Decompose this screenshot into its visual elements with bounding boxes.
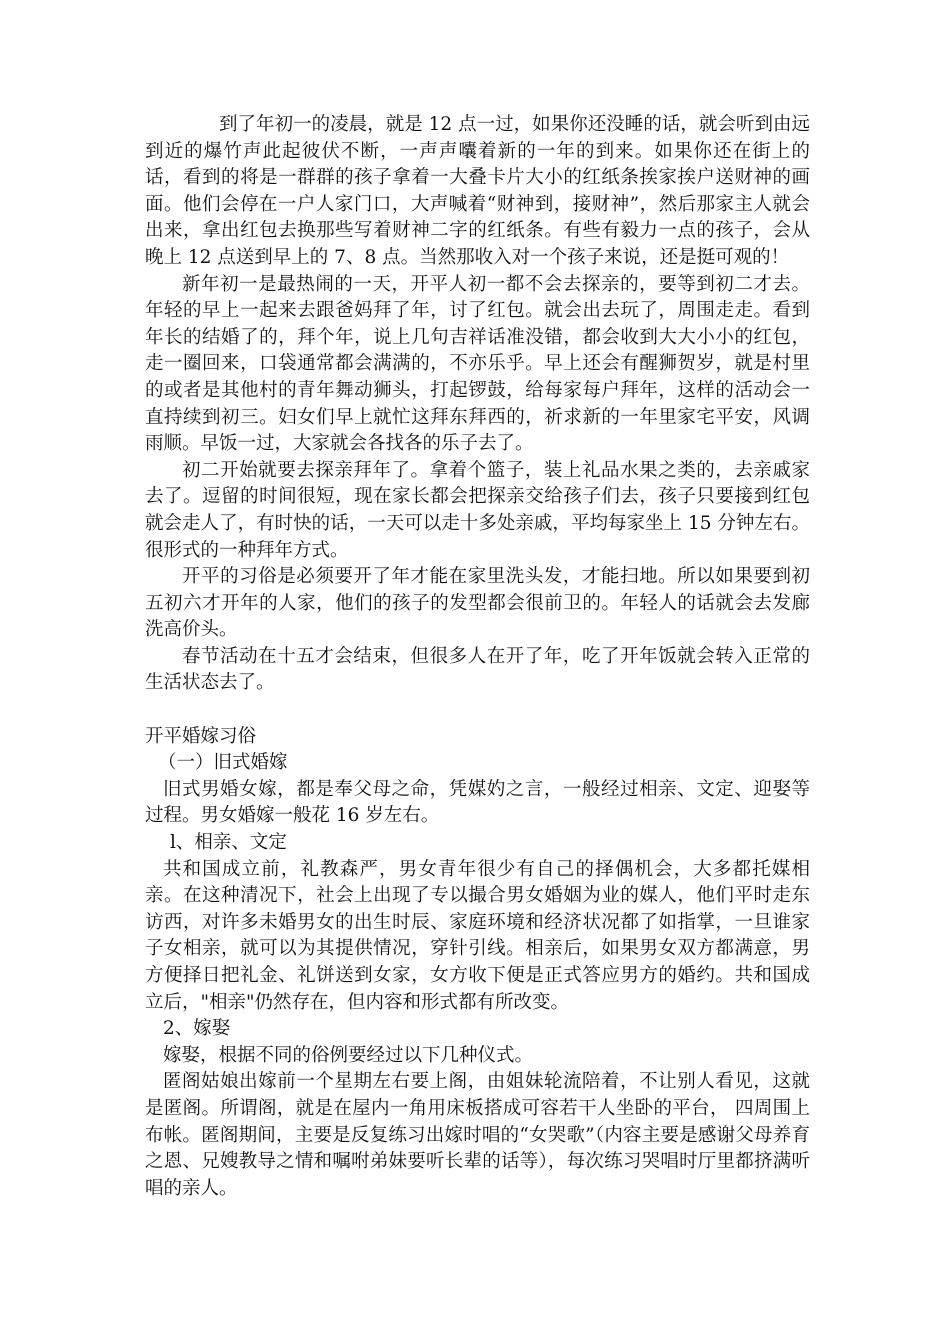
item-title-matchmaking: l、相亲、文定: [170, 832, 287, 854]
section-title: 开平婚嫁习俗: [145, 725, 257, 747]
document-page: [145, 112, 810, 1202]
blank-line: [145, 697, 810, 724]
paragraph-first-day: 新年初一是最热闹的一天，开平人初一都不会去探亲的，要等到初二才去。年轻的早上一起来去跟爸妈拜了年，讨了红包。就会出去玩了，周围走走。看到年长的结婚了的，拜个年，说上几句吉祥话准没错，都会收到大大小小的红包，走一圈回来，口袋通常都会满满的，不亦乐乎。早上还会有醒狮贺岁，就是村里的或者是其他村的青年舞动狮头，打起锣鼓，给每家每户拜年，这样的活动会一直持续到初三。妇女们早上就忙这拜东拜西的，祈求新的一年里家宅平安，风调雨顺。早饭一过，大家就会各找各的乐子去了。: [145, 273, 810, 455]
paragraph-seclusion: 匿阁姑娘出嫁前一个星期左右要上阁，由姐妹轮流陪着，不让别人看见，这就是匿阁。所谓阁，就是在屋内一角用床板搭成可容若干人坐卧的平台， 四周围上布帐。匿阁期间，主要是反复练习出嫁时唱的“女哭歌”（内容主要是感谢父母养育之恩、兄嫂教导之情和嘱咐弟妹要听长辈的话等），每次练习哭唱时厅里都挤满听唱的亲人。: [145, 1071, 810, 1199]
paragraph-festival-end: 春节活动在十五才会结束，但很多人在开了年，吃了开年饭就会转入正常的生活状态去了。: [145, 645, 810, 694]
paragraph-old-marriage: 旧式男婚女嫁，都是奉父母之命，凭媒妁之言，一般经过相亲、文定、迎娶等过程。男女婚嫁一般花 16 岁左右。: [145, 778, 810, 827]
paragraph-new-year-eve: 到了年初一的凌晨，就是 12 点一过，如果你还没睡的话，就会听到由远到近的爆竹声此起彼伏不断，一声声囔着新的一年的到来。如果你还在街上的话，看到的将是一群群的孩子拿着一大叠卡片大小的红纸条挨家挨户送财神的画面。他们会停在一户人家门口，大声喊着“财神到，接财神”，然后那家主人就会出来，拿出红包去换那些写着财神二字的红纸条。有些有毅力一点的孩子，会从晚上 12 点送到早上的 7、8 点。当然那收入对一个孩子来说，还是挺可观的！: [145, 114, 810, 268]
paragraph-customs: 开平的习俗是必须要开了年才能在家里洗头发，才能扫地。所以如果要到初五初六才开年的人家，他们的孩子的发型都会很前卫的。年轻人的话就会去发廊洗高价头。: [145, 566, 810, 641]
paragraph-second-day: 初二开始就要去探亲拜年了。拿着个篮子，装上礼品水果之类的，去亲戚家去了。逗留的时间很短，现在家长都会把探亲交给孩子们去，孩子只要接到红包就会走人了，有时快的话，一天可以走十多处亲戚，平均每家坐上 15 分钟左右。很形式的一种拜年方式。: [145, 459, 810, 561]
subsection-title: （一）旧式婚嫁: [158, 752, 288, 774]
paragraph-wedding-rites: 嫁娶，根据不同的俗例要经过以下几种仪式。: [163, 1044, 534, 1066]
item-title-wedding: 2、嫁娶: [163, 1018, 231, 1040]
paragraph-matchmaking: 共和国成立前，礼教森严，男女青年很少有自己的择偶机会，大多都托媒相亲。在这种清况下，社会上出现了专以撮合男女婚姻为业的媒人，他们平时走东访西，对许多未婚男女的出生时辰、家庭环境和经济状况都了如指掌，一旦谁家子女相亲，就可以为其提供情况，穿针引线。相亲后，如果男女双方都满意，男方便择日把礼金、礼饼送到女家，女方收下便是正式答应男方的婚约。共和国成立后，"相亲"仍然存在，但内容和形式都有所改变。: [145, 858, 810, 1013]
